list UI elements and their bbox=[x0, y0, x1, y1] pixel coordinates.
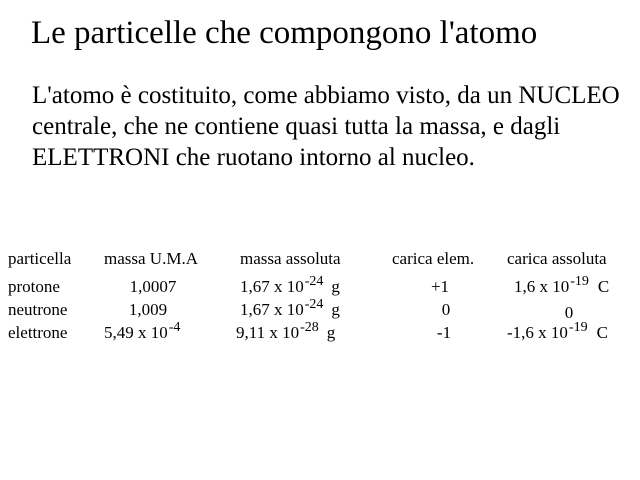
uma-value: 1,009 bbox=[128, 300, 168, 319]
elementary-charge: +1 bbox=[430, 277, 450, 296]
elementary-charge: -1 bbox=[436, 323, 452, 342]
header-massa-assoluta: massa assoluta bbox=[240, 249, 341, 268]
uma-value: 1,0007 bbox=[129, 277, 177, 296]
particle-name: elettrone bbox=[8, 323, 68, 342]
absolute-charge: 0 bbox=[564, 303, 574, 322]
page-title: Le particelle che compongono l'atomo bbox=[31, 15, 538, 51]
absolute-charge: -1,6 x $10^{-19}$ C bbox=[507, 320, 608, 342]
header-particella: particella bbox=[8, 249, 72, 268]
absolute-mass: 1,67 x $10^{-24}$ g bbox=[240, 274, 340, 296]
absolute-charge: 1,6 x $10^{-19}$ C bbox=[514, 274, 610, 296]
uma-value: 5,49 x $10^{-4}$ bbox=[104, 320, 181, 342]
particle-name: protone bbox=[8, 277, 60, 296]
header-carica-elem: carica elem. bbox=[392, 249, 475, 268]
absolute-mass: 1,67 x $10^{-24}$ g bbox=[240, 297, 340, 319]
elementary-charge: 0 bbox=[441, 300, 451, 319]
intro-paragraph: L'atomo è costituito, come abbiamo visto, da un NUCLEO centrale, che ne contiene quasi tutta la massa, e dagli ELETTRONI che ruotano intorno al nucleo. bbox=[32, 82, 620, 171]
particle-name: neutrone bbox=[8, 300, 68, 319]
header-carica-assoluta: carica assoluta bbox=[507, 249, 607, 268]
header-massa-uma: massa U.M.A bbox=[104, 249, 198, 268]
absolute-mass: 9,11 x $10^{-28}$ g bbox=[236, 320, 336, 342]
